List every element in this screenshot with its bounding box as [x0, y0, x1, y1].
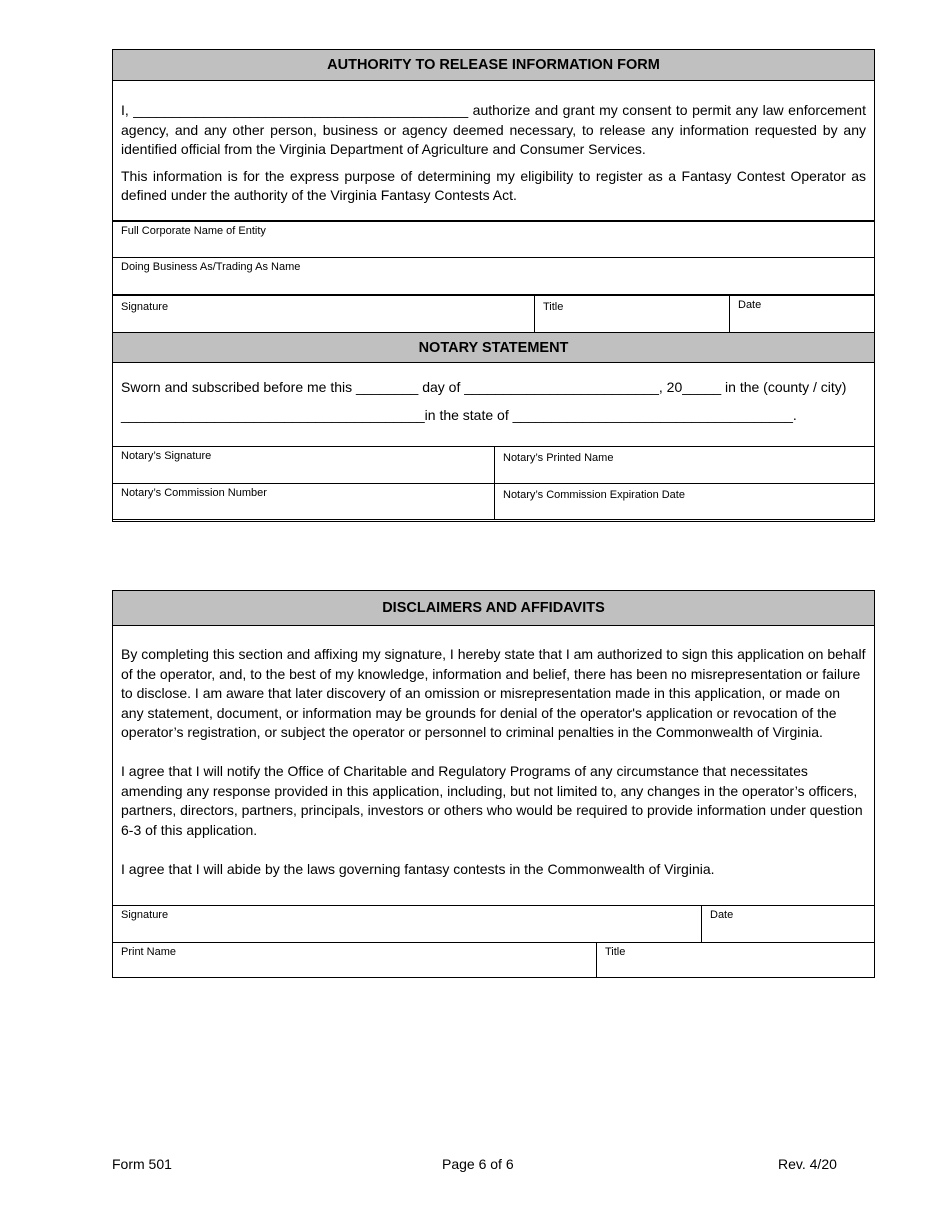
- consent-text: authorize and grant my consent to permit any law enforcement agency, and any other person, business or agency deemed necessary, to release any information requested by any identified official from the Virginia Department of Agriculture and Consumer Services.: [121, 102, 866, 157]
- date-field[interactable]: [729, 296, 874, 332]
- notary-row-1: [113, 446, 874, 483]
- disclaimer-paragraph-1: By completing this section and affixing my signature, I hereby state that I am authorized to sign this application on behalf of the operator, and, to the best of my knowledge, information and belief, there has been no misrepresentation or failure to disclose. I am aware that later discovery of an omission or misrepresentation made in this application, or made on any statement, document, or information may be grounds for denial of the operator's application or revocation of the operator’s registration, or subject the operator or personnel to criminal penalties in the Commonwealth of Virginia.: [121, 646, 866, 740]
- affidavit-title-label: Title: [605, 946, 626, 958]
- affidavit-signature-field[interactable]: [113, 906, 701, 942]
- notary-printed-name-field[interactable]: [494, 447, 874, 483]
- disclaimer-paragraph-3: I agree that I will abide by the laws governing fantasy contests in the Commonwealth of Virginia.: [121, 860, 715, 877]
- authority-statement: [113, 81, 874, 220]
- authority-title: AUTHORITY TO RELEASE INFORMATION FORM: [113, 50, 874, 81]
- disclaimer-paragraph-2: I agree that I will notify the Office of Charitable and Regulatory Programs of any circumstance that necessitates amending any response provided in this application, including, but not limited to, any changes in the operator’s officers, partners, directors, partners, principals, investors or others who would be required to provide information under question 6-3 of this application.: [121, 763, 863, 838]
- affidavit-name-row: [113, 942, 874, 978]
- entity-name-row: [113, 220, 874, 257]
- consent-paragraph: [121, 101, 866, 160]
- purpose-paragraph: This information is for the express purpose of determining my eligibility to register as a Fantasy Contest Operator as defined under the authority of the Virginia Fantasy Contests Act.: [121, 167, 866, 203]
- title-field[interactable]: [534, 296, 729, 332]
- authority-form: [112, 49, 875, 522]
- consent-name-blank[interactable]: I, ___________________________________________: [121, 102, 473, 118]
- affidavit-date-field[interactable]: [701, 906, 874, 942]
- affidavit-signature-row: [113, 905, 874, 942]
- dba-row: [113, 257, 874, 294]
- disclaimers-body: [113, 626, 874, 905]
- notary-signature-field[interactable]: [113, 447, 494, 483]
- signature-label: Signature: [121, 301, 169, 313]
- notary-signature-label: Notary’s Signature: [121, 450, 212, 462]
- affidavit-print-name-label: Print Name: [121, 946, 177, 958]
- affidavit-title-field[interactable]: [596, 943, 874, 978]
- dba-label: Doing Business As/Trading As Name: [121, 261, 301, 273]
- notary-commission-expiration-label: Notary’s Commission Expiration Date: [503, 489, 685, 501]
- notary-commission-number-field[interactable]: [113, 484, 494, 519]
- notary-commission-expiration-field[interactable]: [494, 484, 874, 519]
- footer-page-number: Page 6 of 6: [442, 1156, 514, 1172]
- notary-printed-name-label: Notary’s Printed Name: [503, 452, 614, 464]
- signature-field[interactable]: [113, 296, 534, 332]
- date-label: Date: [738, 299, 762, 311]
- affidavit-date-label: Date: [710, 909, 734, 921]
- footer-form-number: Form 501: [112, 1156, 172, 1172]
- disclaimers-title: DISCLAIMERS AND AFFIDAVITS: [113, 591, 874, 626]
- notary-title: NOTARY STATEMENT: [113, 332, 874, 363]
- notary-row-2: [113, 483, 874, 520]
- notary-commission-number-label: Notary’s Commission Number: [121, 487, 267, 499]
- affidavit-print-name-field[interactable]: [113, 943, 596, 978]
- title-label: Title: [543, 301, 564, 313]
- affidavit-signature-label: Signature: [121, 909, 169, 921]
- entity-name-label: Full Corporate Name of Entity: [121, 225, 266, 237]
- entity-name-field[interactable]: [113, 222, 874, 257]
- dba-field[interactable]: [113, 258, 874, 294]
- disclaimers-form: [112, 590, 875, 978]
- signature-row: [113, 294, 874, 332]
- notary-statement: [113, 363, 874, 446]
- notary-line-2: _______________________________________in the state of ____________________________________.: [121, 407, 797, 423]
- notary-line-1: Sworn and subscribed before me this ________ day of _________________________, 20_____ in the (county / city): [121, 379, 847, 395]
- footer-revision: Rev. 4/20: [778, 1156, 837, 1172]
